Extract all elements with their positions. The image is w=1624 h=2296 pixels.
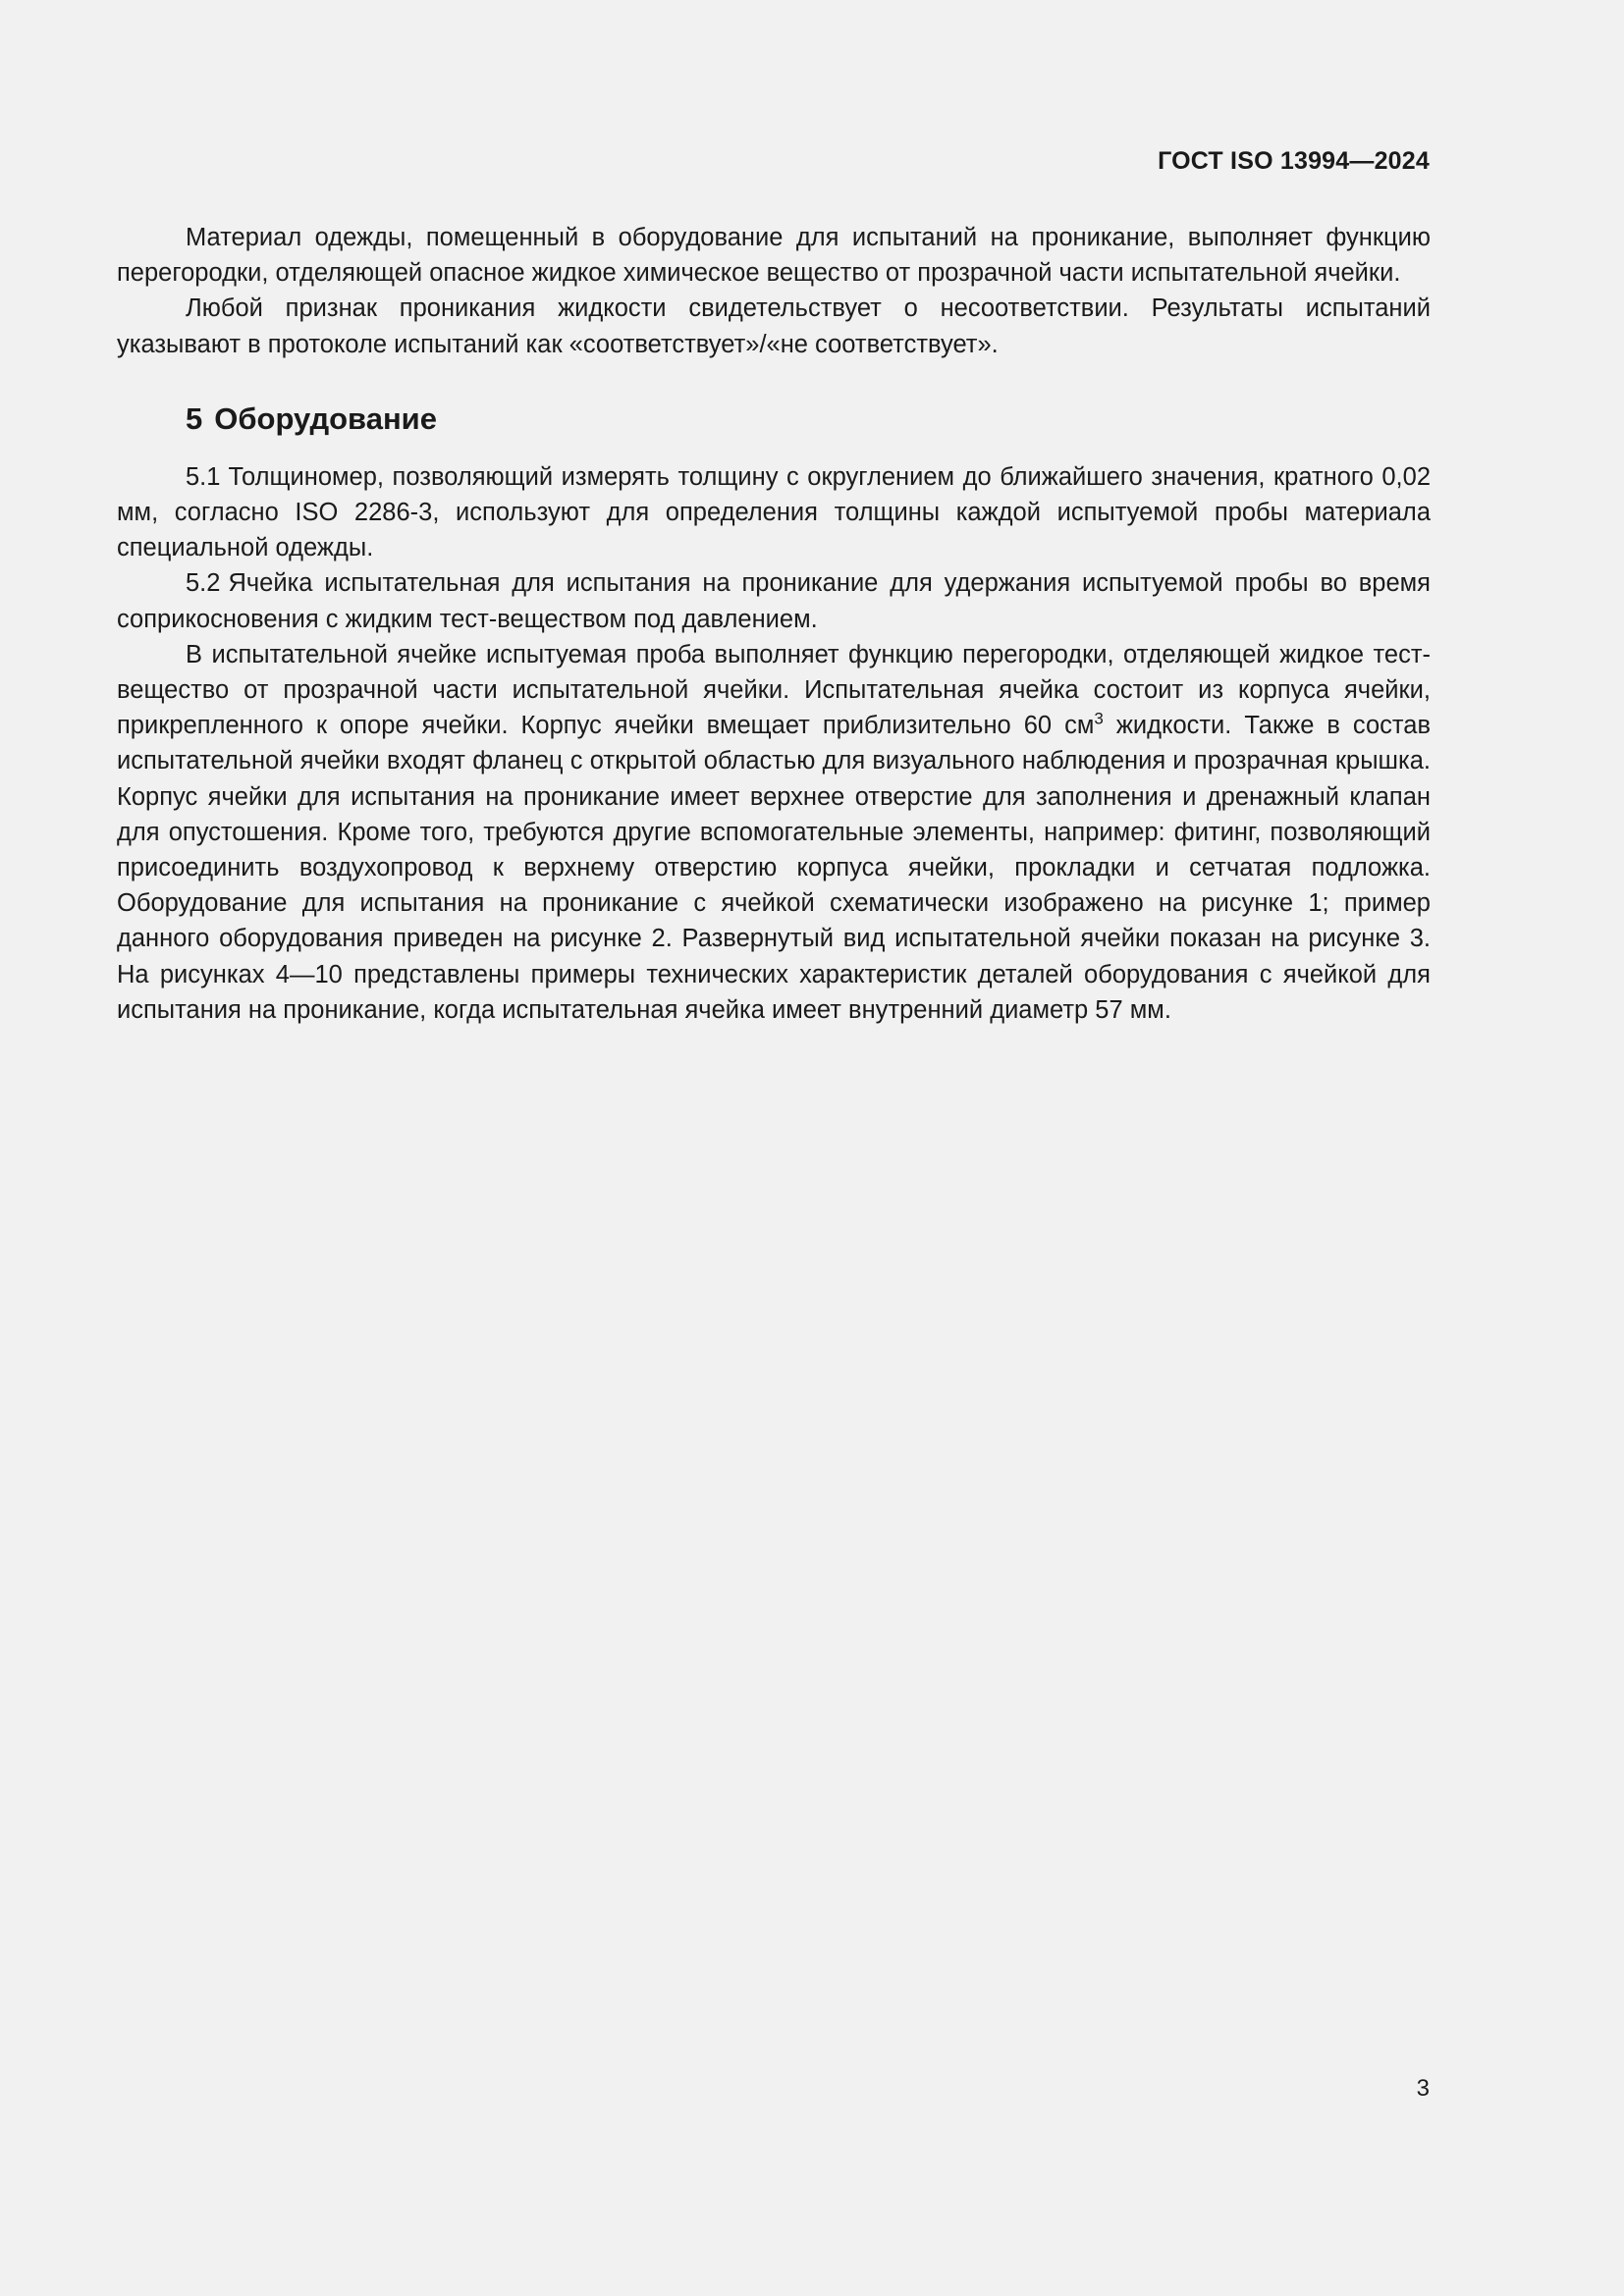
clause-5-1 bbox=[117, 459, 1431, 566]
paragraph-penetration-result: Любой признак проникания жидкости свидетельствует о несоответствии. Результаты испытаний указывают в протоколе испытаний как «соответствует»/«не соответствует». bbox=[117, 294, 1431, 358]
clause-text: Ячейка испытательная для испытания на проникание для удержания испытуемой пробы во время соприкосновения с жидким тест-веществом под давлением. bbox=[117, 569, 1431, 633]
page-content bbox=[117, 220, 1431, 1028]
clause-text: Толщиномер, позволяющий измерять толщину с округлением до ближайшего значения, кратного 0,02 мм, согласно ISO 2286-3, используют для определения толщины каждой испытуемой пробы материала специальной одежды. bbox=[117, 462, 1431, 562]
paragraph-text: В испытательной ячейке испытуемая проба выполняет функцию перегородки, отделяющей жидкое тест-вещество от прозрачной части испытательной ячейки. Испытательная ячейка состоит из корпуса ячейки, прикрепленного к опоре ячейки. Корпус ячейки вмещает приблизительно 60 см bbox=[117, 640, 1431, 740]
clause-number: 5.2 bbox=[186, 569, 221, 598]
clause-5-2 bbox=[117, 565, 1431, 636]
section-number: 5 bbox=[186, 400, 203, 436]
superscript-exponent: 3 bbox=[1094, 709, 1104, 728]
paragraph-material: Материал одежды, помещенный в оборудование для испытаний на проникание, выполняет функцию перегородки, отделяющей опасное жидкое химическое вещество от прозрачной части испытательной ячейки. bbox=[117, 224, 1431, 288]
clause-number: 5.1 bbox=[186, 462, 221, 491]
paragraph-text: жидкости. Также в состав испытательной ячейки входят фланец с открытой областью для визуального наблюдения и прозрачная крышка. Корпус ячейки для испытания на проникание имеет верхнее отверстие для заполнения и дренажный клапан для опустошения. Кроме того, требуются другие вспомогательные элементы, например: фитинг, позволяющий присоединить воздухопровод к верхнему отверстию корпуса ячейки, прокладки и сетчатая подложка. Оборудование для испытания на проникание с ячейкой схематически изображено на рисунке 1; пример данного оборудования приведен на рисунке 2. Развернутый вид испытательной ячейки показан на рисунке 3. На рисунках 4—10 представлены примеры технических характеристик деталей оборудования с ячейкой для испытания на проникание, когда испытательная ячейка имеет внутренний диаметр 57 мм. bbox=[117, 712, 1431, 1024]
section-title: Оборудование bbox=[214, 400, 437, 436]
page-number: 3 bbox=[1416, 2075, 1430, 2102]
document-code-header: ГОСТ ISO 13994—2024 bbox=[1158, 147, 1430, 175]
paragraph-test-cell-description bbox=[117, 637, 1431, 1028]
section-heading bbox=[186, 401, 1431, 437]
